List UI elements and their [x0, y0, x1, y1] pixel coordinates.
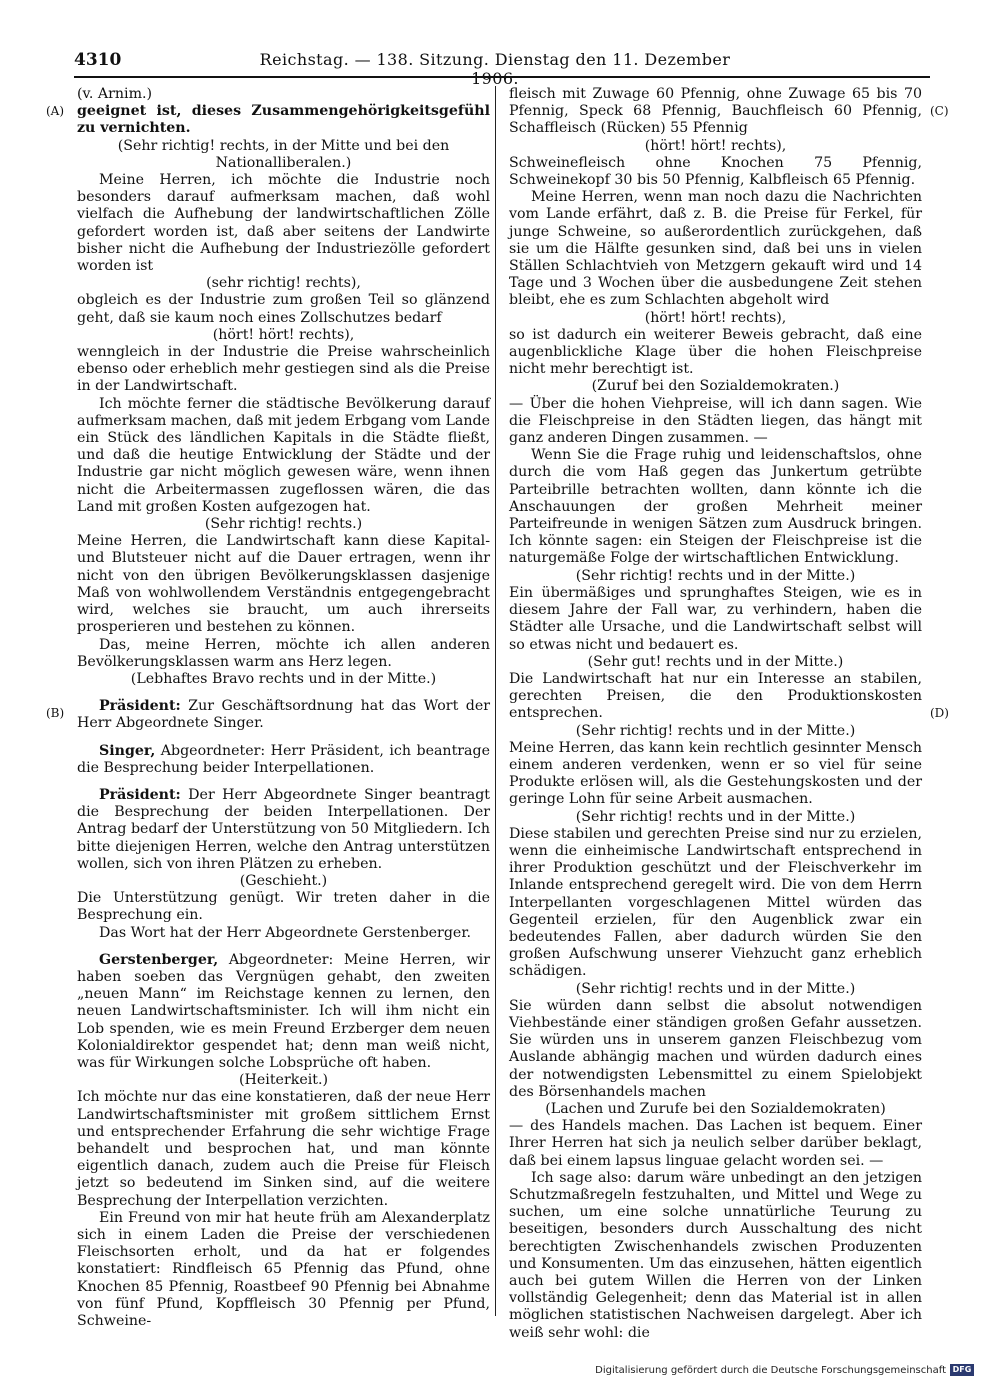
dfg-logo: DFG — [950, 1364, 974, 1376]
paragraph: Meine Herren, wenn man noch dazu die Nachrichten vom Lande erfährt, daß z. B. die Preise für Ferkel, für junge Schweine, so außerordentlich zurückgehen, daß sie um die Hälfte gesunken sind, daß bei uns in vielen Ställen Schlachtvieh von Metzgern gekauft wird und 14 Tage und 3 Wochen über die ausbedungene Zeit stehen bleibt, ehe es zum Schlachten abgeholt wird — [509, 189, 922, 309]
digitization-credit — [595, 1364, 974, 1376]
speaker-continuation: (v. Arnim.) — [77, 86, 153, 102]
interjection: (Sehr richtig! rechts und in der Mitte.) — [575, 567, 856, 584]
paragraph: Wenn Sie die Frage ruhig und leidenschaftslos, ohne durch die vom Haß gegen das Junkertum getrübte Parteibrille betrachten wollten, dann könnte ich die Anschauungen der großen Mehrheit meiner Parteifreunde in wenigen Sätzen zum Ausdruck bringen. Ich könnte sagen: ein Steigen der Fleischpreise ist die naturgemäße Folge der wirtschaftlichen Entwicklung. — [509, 447, 922, 567]
interjection: (Heiterkeit.) — [239, 1072, 328, 1089]
margin-mark-a: (A) — [46, 104, 65, 118]
page-number: 4310 — [74, 50, 122, 70]
interjection: (sehr richtig! rechts), — [206, 275, 361, 292]
interjection: (Sehr richtig! rechts und in der Mitte.) — [575, 722, 856, 739]
paragraph: — Über die hohen Viehpreise, will ich dann sagen. Wie die Fleischpreise in den Städten liegen, das hängt mit ganz anderen Dingen zusammen. — — [509, 395, 922, 447]
margin-mark-b: (B) — [46, 706, 65, 720]
paragraph: Die Landwirtschaft hat nur ein Interesse an stabilen, gerechten Preisen, die den Produktionskosten entsprechen. — [509, 670, 922, 722]
speech-gerstenberger — [77, 952, 490, 1072]
paragraph: Meine Herren, das kann kein rechtlich gesinnter Mensch einem anderen verdenken, wenn er so viel für seine Produkte erlösen will, als die Gestehungskosten und der geringe Lohn für seine Arbeit ausmachen. — [509, 739, 922, 808]
speech-president — [77, 698, 490, 732]
interjection: (Geschieht.) — [239, 872, 328, 889]
paragraph: so ist dadurch ein weiterer Beweis gebracht, daß eine augenblickliche Klage über die hohen Fleischpreise nicht mehr berechtigt ist. — [509, 326, 922, 378]
column-divider — [495, 86, 496, 1316]
paragraph: Meine Herren, die Landwirtschaft kann diese Kapital- und Blutsteuer nicht auf die Dauer ertragen, wenn ihr nicht von den übrigen Bevölkerungsklassen dasjenige Maß von wohlwollendem Verständnis entgegengebracht wird, welches sie braucht, um auch ihrerseits prosperieren und bestehen zu können. — [77, 533, 490, 636]
speech-president — [77, 787, 490, 873]
speaker-name: Präsident: — [99, 786, 181, 803]
interjection: (hört! hört! rechts), — [644, 137, 787, 154]
interjection: (Sehr richtig! rechts.) — [204, 516, 363, 533]
speaker-name: Präsident: — [99, 698, 181, 715]
interjection: (Sehr richtig! rechts und in der Mitte.) — [575, 980, 856, 997]
margin-mark-d: (D) — [930, 706, 949, 720]
interjection: (Lachen und Zurufe bei den Sozialdemokraten) — [545, 1100, 886, 1117]
right-column — [509, 86, 922, 1342]
paragraph: Schweinefleisch ohne Knochen 75 Pfennig, Schweinekopf 30 bis 50 Pfennig, Kalbfleisch 65 Pfennig. — [509, 154, 922, 189]
paragraph: wenngleich in der Industrie die Preise wahrscheinlich ebenso oder erheblich mehr gestiegen sind als die Preise in der Landwirtschaft. — [77, 344, 490, 395]
paragraph: fleisch mit Zuwage 60 Pfennig, ohne Zuwage 65 bis 70 Pfennig, Speck 68 Pfennig, Bauchfleisch 60 Pfennig, Schaffleisch (Rücken) 55 Pfennig — [509, 86, 922, 137]
interjection: (Sehr richtig! rechts, in der Mitte und bei den Nationalliberalen.) — [117, 137, 450, 171]
speaker-name: Singer, — [99, 742, 156, 759]
credit-text: Digitalisierung gefördert durch die Deutsche Forschungsgemeinschaft — [595, 1364, 946, 1376]
interjection: (Sehr gut! rechts und in der Mitte.) — [587, 653, 844, 670]
interjection: (Zuruf bei den Sozialdemokraten.) — [591, 378, 840, 395]
speech-singer — [77, 743, 490, 777]
speaker-name: Gerstenberger, — [99, 951, 219, 968]
speech-text: Der Herr Abgeordnete Singer beantragt die Besprechung der beiden Interpellationen. Der Antrag bedarf der Unterstützung von 50 Mitgliedern. Ich bitte diejenigen Herren, welche den Antrag unterstützen wollen, sich von ihren Plätzen zu erheben. — [77, 786, 490, 872]
margin-mark-c: (C) — [930, 104, 949, 118]
paragraph: Die Unterstützung genügt. Wir treten daher in die Besprechung ein. — [77, 890, 490, 924]
paragraph: Ich möchte ferner die städtische Bevölkerung darauf aufmerksam machen, daß mit jedem Erbgang vom Lande ein Stück des ländlichen Kapitals in die Städte fließt, und daß die heutige Entwicklung der Städte und der Industrie gar nicht möglich gewesen wäre, wenn ihnen nicht die Arbeitermassen zugeflossen wären, die das Land mit großen Kosten aufgezogen hat. — [77, 395, 490, 515]
speech-text: Abgeordneter: Herr Präsident, ich beantrage die Besprechung beider Interpellationen. — [77, 742, 490, 776]
paragraph: Sie würden dann selbst die absolut notwendigen Viehbestände einer ständigen großen Gefahr aussetzen. Sie würden uns in unserem ganzen Fleischbezug vom Auslande abhängig machen und würden dadurch eines der notwendigsten Lebensmittel zu einem Spielobjekt des Börsenhandels machen — [509, 997, 922, 1100]
paragraph: Ich möchte nur das eine konstatieren, daß der neue Herr Landwirtschaftsminister mit großem sittlichem Ernst und entsprechender Erfahrung die sehr wichtige Frage behandelt und besprochen hat, und man könnte eigentlich danach, zudem auch die Preise für Fleisch jetzt so bedeutend im Sinken sind, auf die weitere Besprechung der Interpellation verzichten. — [77, 1089, 490, 1209]
speech-text: Abgeordneter: Meine Herren, wir haben soeben das Vergnügen gehabt, den zweiten „neuen Mann“ im Reichstage kennen zu lernen, den neuen Landwirtschaftsminister. Ich will ihm nicht ein Lob spenden, wie es mein Freund Erzberger dem neuen Kolonialdirektor gespendet hat; denn man weiß nicht, was für Wirkungen solche Lobsprüche oft haben. — [77, 951, 490, 1071]
paragraph: Ich sage also: darum wäre unbedingt an den jetzigen Schutzmaßregeln festzuhalten, und Mittel und Wege zu suchen, um eine solche unnatürliche Teurung zu beseitigen, besonders durch Ausschaltung des nicht berechtigten Zwischenhandels zwischen Produzenten und Konsumenten. Um das einzusehen, hätten eigentlich auch bei gutem Willen die Herren von der Linken vollständig Gelegenheit; denn das Material ist in allen möglichen statistischen Nachweisen dargelegt. Aber ich weiß sehr wohl: die — [509, 1169, 922, 1341]
running-title: Reichstag. — 138. Sitzung. Dienstag den 11. Dezember 1906. — [259, 50, 731, 88]
interjection: (Lebhaftes Bravo rechts und in der Mitte.) — [130, 670, 437, 687]
paragraph: Das Wort hat der Herr Abgeordnete Gerstenberger. — [99, 924, 472, 941]
paragraph: Ein übermäßiges und sprunghaftes Steigen, wie es in diesem Jahre der Fall war, zu verhindern, haben die Städter alle Ursache, und die Landwirtschaft selbst will so etwas nicht und bedauert es. — [509, 584, 922, 653]
paragraph: Ein Freund von mir hat heute früh am Alexanderplatz sich in einem Laden die Preise der verschiedenen Fleischsorten erholt, und da hat er folgendes konstatiert: Rindfleisch 65 Pfennig das Pfund, ohne Knochen 85 Pfennig, Roastbeef 90 Pfennig bei Abnahme von fünf Pfund, Kopffleisch 30 Pfennig per Pfund, Schweine- — [77, 1209, 490, 1330]
paragraph: obgleich es der Industrie zum großen Teil so glänzend geht, daß sie kaum noch eines Zollschutzes bedarf — [77, 292, 490, 326]
paragraph: — des Handels machen. Das Lachen ist bequem. Einer Ihrer Herren hat sich ja neulich selber darüber beklagt, daß bei einem lapsus linguae gelacht worden sei. — — [509, 1118, 922, 1169]
interjection: (hört! hört! rechts), — [212, 326, 355, 343]
paragraph: Diese stabilen und gerechten Preise sind nur zu erzielen, wenn die einheimische Landwirtschaft entsprechend in ihrer Produktion geschützt und der Fleischverkehr im Inlande entsprechend geregelt wird. Die von dem Herrn Interpellanten vorgeschlagenen Mittel würden das Gegenteil erzielen, für den Augenblick zwar ein bedeutendes Fallen, aber dadurch würden Sie den großen Aufschwung unserer Viehzucht ganz erheblich schädigen. — [509, 825, 922, 980]
header-rule — [74, 76, 930, 78]
interjection: (hört! hört! rechts), — [644, 309, 787, 326]
paragraph: Meine Herren, ich möchte die Industrie noch besonders darauf aufmerksam machen, daß wohl vielfach die Aufhebung der landwirtschaftlichen Zölle gefordert worden ist, daß aber seitens der Landwirte bisher nicht die Aufhebung der Industriezölle gefordert worden ist — [77, 172, 490, 275]
interjection: (Sehr richtig! rechts und in der Mitte.) — [575, 808, 856, 825]
paragraph: geeignet ist, dieses Zusammengehörigkeitsgefühl zu vernichten. — [77, 103, 490, 137]
paragraph: Das, meine Herren, möchte ich allen anderen Bevölkerungsklassen warm ans Herz legen. — [77, 636, 490, 670]
left-column — [77, 86, 490, 1330]
speech-text: Zur Geschäftsordnung hat das Wort der Herr Abgeordnete Singer. — [77, 698, 490, 732]
page-header — [0, 0, 1000, 88]
